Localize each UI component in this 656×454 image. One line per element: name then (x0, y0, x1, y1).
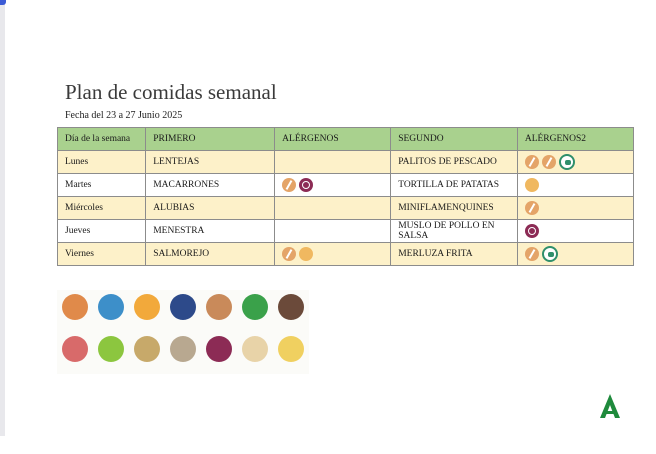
legend-item (60, 294, 90, 334)
soy-icon (242, 294, 268, 320)
legend-item (60, 336, 90, 376)
day-cell: Lunes (58, 151, 146, 174)
nuts-icon (62, 336, 88, 362)
day-cell: Martes (58, 174, 146, 197)
alergenos-cell (275, 243, 391, 266)
segundo-cell: MUSLO DE POLLO EN SALSA (391, 220, 518, 243)
day-cell: Jueves (58, 220, 146, 243)
fish-icon (170, 294, 196, 320)
alergenos2-cell (517, 243, 633, 266)
segundo-cell: PALITOS DE PESCADO (391, 151, 518, 174)
lupin-icon (278, 336, 304, 362)
gluten-icon (542, 155, 556, 169)
day-cell: Miércoles (58, 197, 146, 220)
primero-cell: ALUBIAS (146, 197, 275, 220)
legend-item (204, 336, 234, 376)
alergenos-cell (275, 174, 391, 197)
crustaceans-icon (98, 294, 124, 320)
header-primero: PRIMERO (146, 128, 275, 151)
primero-cell: SALMOREJO (146, 243, 275, 266)
celery-icon (98, 336, 124, 362)
milk-icon (278, 294, 304, 320)
junta-andalucia-logo (586, 392, 634, 432)
egg-icon (525, 178, 539, 192)
table-row (58, 151, 634, 174)
alergenos-cell (275, 151, 391, 174)
sesame-icon (170, 336, 196, 362)
date-range: Fecha del 23 a 27 Junio 2025 (65, 110, 183, 121)
legend-item (240, 294, 270, 334)
page-title: Plan de comidas semanal (65, 80, 277, 104)
fish-icon (542, 246, 558, 262)
left-edge-bar (0, 0, 5, 436)
legend-item (168, 294, 198, 334)
meal-plan-table (57, 127, 634, 266)
legend-item (204, 294, 234, 334)
primero-cell: MENESTRA (146, 220, 275, 243)
alergenos2-cell (517, 197, 633, 220)
alergenos2-cell (517, 220, 633, 243)
header-segundo: SEGUNDO (391, 128, 518, 151)
legend-item (96, 294, 126, 334)
primero-cell: MACARRONES (146, 174, 275, 197)
day-cell: Viernes (58, 243, 146, 266)
gluten-icon (525, 155, 539, 169)
legend-item (168, 336, 198, 376)
alergenos-cell (275, 220, 391, 243)
legend-item (96, 336, 126, 376)
egg-icon (299, 247, 313, 261)
legend-item (132, 294, 162, 334)
legend-item (132, 336, 162, 376)
legend-item (240, 336, 270, 376)
alergenos2-cell (517, 174, 633, 197)
allergen-legend (57, 290, 309, 374)
table-row (58, 197, 634, 220)
table-row (58, 243, 634, 266)
molluscs-icon (242, 336, 268, 362)
table-header-row (58, 128, 634, 151)
segundo-cell: TORTILLA DE PATATAS (391, 174, 518, 197)
fish-icon (559, 154, 575, 170)
milk-icon (525, 224, 539, 238)
segundo-cell: MERLUZA FRITA (391, 243, 518, 266)
alergenos-cell (275, 197, 391, 220)
header-alergenos: ALÉRGENOS (275, 128, 391, 151)
header-day: Día de la semana (58, 128, 146, 151)
gluten-icon (282, 247, 296, 261)
table-row (58, 174, 634, 197)
gluten-icon (62, 294, 88, 320)
milk-icon (299, 178, 313, 192)
corner-indicator (0, 0, 6, 5)
peanuts-icon (206, 294, 232, 320)
sulphites-icon (206, 336, 232, 362)
alergenos2-cell (517, 151, 633, 174)
table-row (58, 220, 634, 243)
legend-item (276, 336, 306, 376)
header-alergenos2: ALÉRGENOS2 (517, 128, 633, 151)
legend-item (276, 294, 306, 334)
mustard-icon (134, 336, 160, 362)
segundo-cell: MINIFLAMENQUINES (391, 197, 518, 220)
gluten-icon (525, 201, 539, 215)
andalucia-logo-icon (586, 392, 634, 422)
eggs-icon (134, 294, 160, 320)
gluten-icon (282, 178, 296, 192)
primero-cell: LENTEJAS (146, 151, 275, 174)
logo-text (586, 422, 634, 428)
gluten-icon (525, 247, 539, 261)
